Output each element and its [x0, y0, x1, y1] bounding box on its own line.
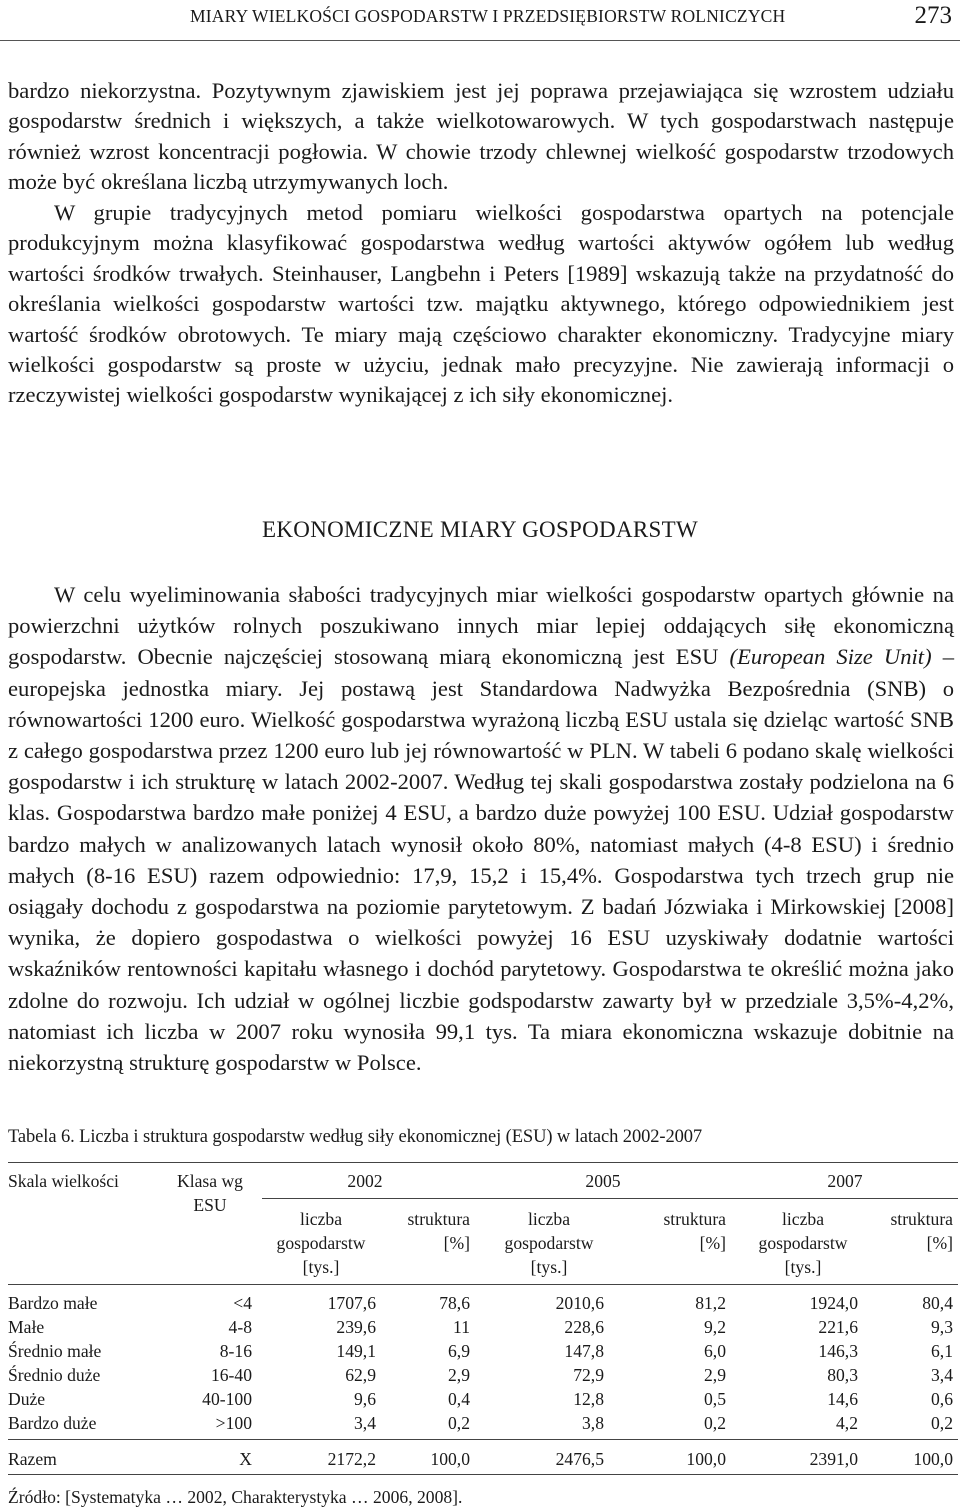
table-row-2-count-2007: 146,3 — [818, 1341, 858, 1361]
table-row-4-count-2002: 9,6 — [354, 1389, 376, 1409]
year-2002: 2002 — [347, 1171, 383, 1191]
table-row-1-struct-2002: 11 — [453, 1317, 470, 1337]
paragraph-3-part-b: – europejska jednostka miary. Jej postawą jest Standardowa Nadwyżka Bezpośrednia (SNB) o równowartości 1200 euro. Wielkość gospodarstwa wyrażoną liczbą ESU ustala się dzieląc wartość SNB z całego gospodarstwa przez 1200 euro lub jej równowartość w PLN. W tabeli 6 podano skalę wielkości gospodarstw i ich strukturę w latach 2002-2007. Według tej skali gospodarstwa zostały podzielona na 6 klas. Gospodarstwa bardzo małe poniżej 4 ESU, a bardzo duże powyżej 100 ESU. Udział gospodarstw bardzo małych w analizowanych latach wynosił około 80%, natomiast małych (4-8 ESU) i średnio małych (8-16 ESU) razem odpowiednio: 17,9, 15,2 i 15,4%. Gospodarstwa tych trzech grup nie osiągały dochodu z gospodarstwa na poziomie parytetowym. Z badań Józwiaka i Mirkowskiej [2008] wynika, że dopiero gospodastwa o wielkości powyżej 16 ESU uzyskiwały dodatnie wartości wskaźników rentowności kapitału własnego i dochód parytetowy. Gospodarstwa te określić można jako zdolne do rozwoju. Ich udział w ogólnej liczbie godspodarstw zawarty był w przedziale 3,5%-4,2%, natomiast ich liczba w 2007 roku wynosiła 99,1 tys. Ta miara ekonomiczna wskazuje dobitnie na niekorzystną strukturę gospodarstw w Polsce. — [8, 644, 954, 1076]
table-row-0-count-2005: 2010,6 — [555, 1293, 604, 1313]
subheader-struct-2005-line2: [%] — [699, 1233, 726, 1253]
table-row-2-struct-2002: 6,9 — [448, 1341, 470, 1361]
subheader-struct-2002-line2: [%] — [443, 1233, 470, 1253]
table-row-1-struct-2007: 9,3 — [931, 1317, 953, 1337]
table-row-4-struct-2002: 0,4 — [448, 1389, 470, 1409]
table-row-5-count-2007: 4,2 — [836, 1413, 858, 1433]
table-row-total-class: X — [239, 1449, 252, 1469]
table-row-0-class: <4 — [233, 1293, 252, 1313]
subheader-count-2007-line3: [tys.] — [784, 1257, 822, 1277]
table-source: Źródło: [Systematyka … 2002, Charakterystyka … 2006, 2008]. — [8, 1487, 463, 1507]
table-row-2-struct-2005: 6,0 — [704, 1341, 726, 1361]
table-row-total-struct-2005: 100,0 — [686, 1449, 726, 1469]
table-row-2-count-2002: 149,1 — [336, 1341, 376, 1361]
table-row-1-label: Małe — [8, 1317, 45, 1337]
table-row-0-count-2002: 1707,6 — [327, 1293, 376, 1313]
table-row-4-count-2007: 14,6 — [827, 1389, 858, 1409]
table-row-total-count-2002: 2172,2 — [327, 1449, 376, 1469]
header-class-line1: Klasa wg — [177, 1171, 243, 1191]
paragraph-3 — [8, 579, 954, 1078]
total-top-rule — [8, 1439, 958, 1440]
table-row-2-class: 8-16 — [219, 1341, 252, 1361]
table-row-4-struct-2007: 0,6 — [931, 1389, 953, 1409]
section-heading: EKONOMICZNE MIARY GOSPODARSTW — [262, 517, 698, 542]
page-header — [0, 0, 960, 40]
year-2005: 2005 — [585, 1171, 621, 1191]
table-row-5-count-2002: 3,4 — [354, 1413, 376, 1433]
table-row-3-count-2002: 62,9 — [345, 1365, 376, 1385]
table-row-5-class: >100 — [215, 1413, 252, 1433]
header-size-scale: Skala wielkości — [8, 1171, 119, 1191]
table-row-0-label: Bardzo małe — [8, 1293, 98, 1313]
table-row-1-count-2002: 239,6 — [336, 1317, 376, 1337]
subheader-struct-2007-line1: struktura — [890, 1209, 953, 1229]
table-row-total-label: Razem — [8, 1449, 57, 1469]
table-row-2-count-2005: 147,8 — [564, 1341, 604, 1361]
year-2007: 2007 — [827, 1171, 863, 1191]
header-bottom-rule — [8, 1284, 958, 1285]
subheader-count-2007-line1: liczba — [782, 1209, 824, 1229]
table-row-0-count-2007: 1924,0 — [809, 1293, 858, 1313]
table-row-1-struct-2005: 9,2 — [704, 1317, 726, 1337]
page-number: 273 — [914, 2, 952, 29]
subheader-struct-2005-line1: struktura — [663, 1209, 726, 1229]
subheader-count-2002-line3: [tys.] — [302, 1257, 340, 1277]
year-subheader-rule — [262, 1198, 958, 1199]
table-row-0-struct-2007: 80,4 — [922, 1293, 953, 1313]
table-row-5-struct-2005: 0,2 — [704, 1413, 726, 1433]
table-row-1-count-2005: 228,6 — [564, 1317, 604, 1337]
table-row-3-count-2007: 80,3 — [827, 1365, 858, 1385]
paragraph-3-part-a: W celu wyeliminowania słabości tradycyjnych miar wielkości gospodarstw opartych głównie na powierzchni użytków rolnych poszukiwano innych miar lepiej oddających siłę ekonomiczną gospodarstw. Obecnie najczęściej stosowaną miarą ekonomiczną jest ESU — [8, 582, 954, 670]
subheader-count-2007-line2: gospodarstw — [758, 1233, 848, 1253]
table-row-3-struct-2007: 3,4 — [931, 1365, 953, 1385]
paragraph-2: W grupie tradycyjnych metod pomiaru wielkości gospodarstwa opartych na potencjale produkcyjnym można klasyfikować gospodarstwa według wartości aktywów ogółem lub według wartości środków trwałych. Steinhauser, Langbehn i Peters [1989] wskazują także na przydatność do określania wielkości gospodarstw wartości tzw. majątku aktywnego, którego odpowiednikiem jest wartość środków obrotowych. Te miary mają częściowo charakter ekonomiczny. Tradycyjne miary wielkości gospodarstw są proste w użyciu, jednak mało precyzyjne. Nie zawierają informacji o rzeczywistej wielkości gospodarstw wynikającej z ich siły ekonomicznej. — [8, 200, 954, 408]
subheader-struct-2007-line2: [%] — [926, 1233, 953, 1253]
table-row-5-struct-2002: 0,2 — [448, 1413, 470, 1433]
table-bottom-rule — [8, 1474, 958, 1475]
table-row-5-struct-2007: 0,2 — [931, 1413, 953, 1433]
table-row-1-count-2007: 221,6 — [818, 1317, 858, 1337]
table-row-0-struct-2005: 81,2 — [695, 1293, 726, 1313]
paragraph-3-italic: (European Size Unit) — [729, 644, 932, 670]
table-row-4-count-2005: 12,8 — [573, 1389, 604, 1409]
header-rule — [0, 40, 960, 41]
table-row-2-label: Średnio małe — [8, 1341, 102, 1361]
table-row-3-label: Średnio duże — [8, 1365, 101, 1385]
table-caption: Tabela 6. Liczba i struktura gospodarstw według siły ekonomicznej (ESU) w latach 2002-2007 — [8, 1127, 703, 1147]
subheader-count-2002-line2: gospodarstw — [276, 1233, 366, 1253]
subheader-count-2002-line1: liczba — [300, 1209, 342, 1229]
subheader-count-2005-line3: [tys.] — [530, 1257, 568, 1277]
table-row-0-struct-2002: 78,6 — [439, 1293, 470, 1313]
table-row-4-struct-2005: 0,5 — [704, 1389, 726, 1409]
table-row-4-class: 40-100 — [202, 1389, 252, 1409]
table-row-total-struct-2007: 100,0 — [913, 1449, 953, 1469]
table-row-3-class: 16-40 — [210, 1365, 252, 1385]
table-row-total-struct-2002: 100,0 — [430, 1449, 470, 1469]
paragraph-1: bardzo niekorzystna. Pozytywnym zjawiskiem jest jej poprawa przejawiająca się wzrostem udziału gospodarstw średnich i większych, a także wielkotowarowych. W tych gospodarstwach następuje również wzrost koncentracji pogłowia. W chowie trzody chlewnej wielkość gospodarstw trzodowych może być określana liczbą utrzymywanych loch. — [8, 78, 954, 195]
table-row-total-count-2005: 2476,5 — [555, 1449, 604, 1469]
table-row-4-label: Duże — [8, 1389, 46, 1409]
header-class-line2: ESU — [193, 1195, 227, 1215]
subheader-count-2005-line1: liczba — [528, 1209, 570, 1229]
table-row-total-count-2007: 2391,0 — [809, 1449, 858, 1469]
table-row-3-struct-2002: 2,9 — [448, 1365, 470, 1385]
table-row-5-count-2005: 3,8 — [582, 1413, 604, 1433]
table-row-5-label: Bardzo duże — [8, 1413, 97, 1433]
table-row-1-class: 4-8 — [228, 1317, 252, 1337]
subheader-struct-2002-line1: struktura — [407, 1209, 470, 1229]
subheader-count-2005-line2: gospodarstw — [504, 1233, 594, 1253]
table-row-3-count-2005: 72,9 — [573, 1365, 604, 1385]
running-title: MIARY WIELKOŚCI GOSPODARSTW I PRZEDSIĘBIORSTW ROLNICZYCH — [190, 6, 786, 26]
table-row-3-struct-2005: 2,9 — [704, 1365, 726, 1385]
table-top-rule — [8, 1162, 958, 1163]
table-row-2-struct-2007: 6,1 — [931, 1341, 953, 1361]
